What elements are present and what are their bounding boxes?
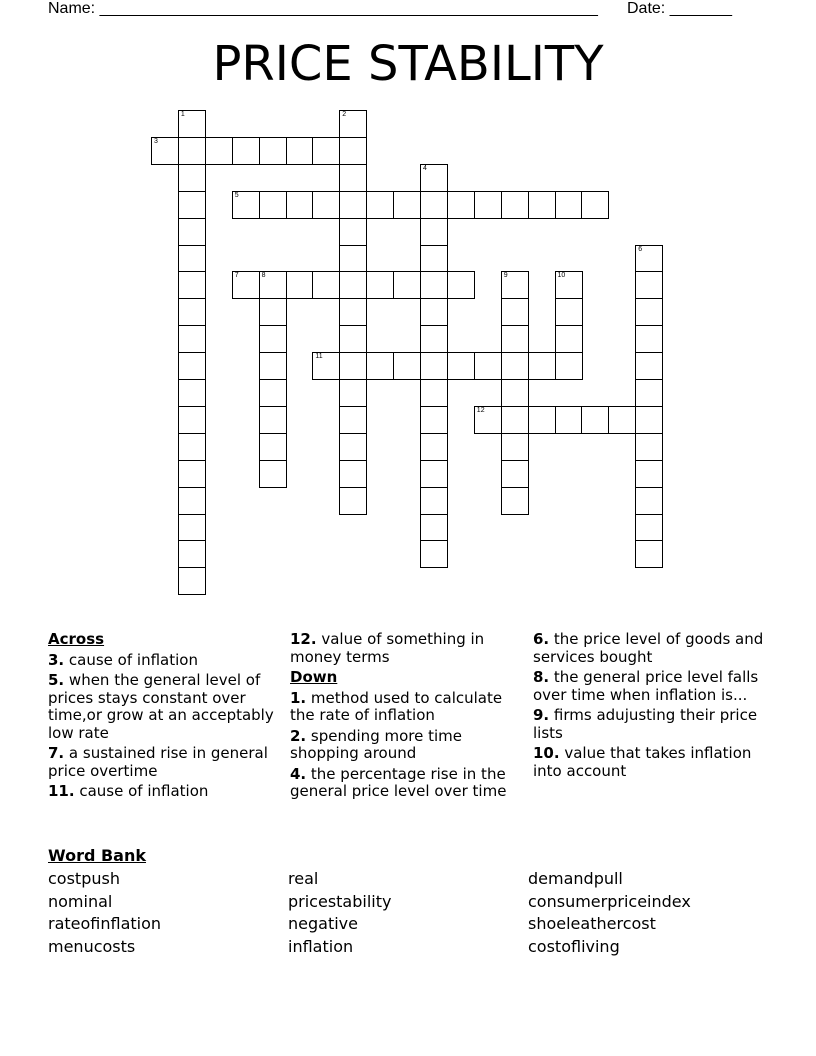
grid-cell[interactable] — [555, 298, 583, 326]
clue-number: 5. — [48, 671, 65, 689]
grid-cell[interactable] — [420, 245, 448, 273]
grid-cell[interactable] — [178, 352, 206, 380]
cell-number: 2 — [342, 111, 347, 118]
cell-number: 12 — [476, 406, 485, 414]
grid-cell[interactable] — [178, 487, 206, 515]
across-clue-3 — [48, 652, 276, 670]
clues-column-2 — [290, 631, 528, 804]
grid-cell[interactable] — [178, 514, 206, 542]
clue-text: method used to calculate the rate of inflation — [290, 688, 503, 724]
cell-number: 5 — [234, 191, 239, 199]
name-field-label: Name: ________________________________________________________ — [48, 0, 598, 17]
grid-cell[interactable] — [393, 352, 421, 380]
grid-cell[interactable] — [178, 460, 206, 488]
cell-number: 8 — [261, 272, 266, 280]
grid-cell[interactable] — [312, 271, 340, 299]
grid-cell[interactable] — [420, 406, 448, 434]
grid-cell[interactable] — [501, 433, 529, 461]
grid-cell[interactable] — [581, 406, 609, 434]
grid-cell[interactable] — [555, 325, 583, 353]
grid-cell[interactable] — [555, 271, 583, 299]
grid-cell[interactable] — [501, 352, 529, 380]
grid-cell[interactable] — [528, 406, 556, 434]
grid-cell[interactable] — [501, 298, 529, 326]
grid-cell[interactable] — [501, 325, 529, 353]
clue-text: value that takes inflation into account — [533, 744, 752, 780]
down-clue-4 — [290, 766, 528, 801]
grid-cell[interactable] — [232, 191, 260, 219]
clue-text: the percentage rise in the general price level over time — [290, 764, 507, 800]
grid-cell[interactable] — [581, 191, 609, 219]
grid-cell[interactable] — [635, 245, 663, 273]
word-bank-word: rateofinflation — [48, 914, 162, 933]
grid-cell[interactable] — [366, 352, 394, 380]
grid-cell[interactable] — [393, 271, 421, 299]
clue-text: when the general level of prices stays constant over time,or grow at an acceptably low rate — [48, 671, 274, 742]
grid-cell[interactable] — [259, 137, 287, 165]
grid-cell[interactable] — [420, 379, 448, 407]
clue-number: 11. — [48, 782, 75, 800]
grid-cell[interactable] — [339, 460, 367, 488]
grid-cell[interactable] — [635, 298, 663, 326]
clues-column-1 — [48, 631, 276, 804]
grid-cell[interactable] — [178, 137, 206, 165]
down-clue-10 — [533, 745, 771, 780]
grid-cell[interactable] — [420, 540, 448, 568]
clue-text: the price level of goods and services bought — [533, 630, 764, 666]
grid-cell[interactable] — [555, 406, 583, 434]
grid-cell[interactable] — [608, 406, 636, 434]
grid-cell[interactable] — [635, 271, 663, 299]
grid-cell[interactable] — [259, 352, 287, 380]
cell-number: 1 — [180, 111, 185, 118]
word-bank-word: costpush — [48, 869, 120, 888]
grid-cell[interactable] — [420, 218, 448, 246]
grid-cell[interactable] — [447, 191, 475, 219]
grid-cell[interactable] — [420, 271, 448, 299]
clue-text: value of something in money terms — [290, 630, 485, 666]
clues-column-3 — [533, 631, 771, 783]
grid-cell[interactable] — [474, 406, 502, 434]
grid-cell[interactable] — [501, 406, 529, 434]
down-clue-1 — [290, 690, 528, 725]
grid-cell[interactable] — [339, 271, 367, 299]
grid-cell[interactable] — [178, 379, 206, 407]
page-title: PRICE STABILITY — [212, 36, 604, 92]
grid-cell[interactable] — [339, 137, 367, 165]
word-bank-word: inflation — [288, 937, 354, 956]
grid-cell[interactable] — [635, 406, 663, 434]
down-clue-2 — [290, 728, 528, 763]
clue-text: a sustained rise in general price overtime — [48, 744, 268, 780]
grid-cell[interactable] — [178, 271, 206, 299]
word-bank-word: demandpull — [528, 869, 623, 888]
grid-cell[interactable] — [178, 245, 206, 273]
grid-cell[interactable] — [232, 271, 260, 299]
grid-cell[interactable] — [366, 191, 394, 219]
across-heading: Across — [48, 630, 105, 648]
grid-cell[interactable] — [393, 191, 421, 219]
grid-cell[interactable] — [232, 137, 260, 165]
grid-cell[interactable] — [178, 298, 206, 326]
grid-cell[interactable] — [474, 191, 502, 219]
grid-cell[interactable] — [178, 567, 206, 595]
clue-number: 7. — [48, 744, 65, 762]
grid-cell[interactable] — [635, 514, 663, 542]
grid-cell[interactable] — [339, 352, 367, 380]
down-heading: Down — [290, 668, 338, 686]
grid-cell[interactable] — [339, 487, 367, 515]
grid-cell[interactable] — [635, 540, 663, 568]
grid-cell[interactable] — [447, 271, 475, 299]
across-clue-5 — [48, 672, 276, 742]
grid-cell[interactable] — [501, 487, 529, 515]
grid-cell[interactable] — [259, 406, 287, 434]
grid-cell[interactable] — [420, 325, 448, 353]
grid-cell[interactable] — [366, 271, 394, 299]
grid-cell[interactable] — [339, 164, 367, 192]
grid-cell[interactable] — [339, 110, 367, 138]
grid-cell[interactable] — [312, 137, 340, 165]
word-bank-word: real — [288, 869, 319, 888]
grid-cell[interactable] — [555, 191, 583, 219]
grid-cell[interactable] — [635, 433, 663, 461]
grid-cell[interactable] — [635, 460, 663, 488]
grid-cell[interactable] — [420, 352, 448, 380]
grid-cell[interactable] — [339, 379, 367, 407]
grid-cell[interactable] — [259, 325, 287, 353]
cell-number: 9 — [503, 272, 508, 280]
clue-number: 9. — [533, 706, 550, 724]
grid-cell[interactable] — [178, 110, 206, 138]
grid-cell[interactable] — [528, 191, 556, 219]
grid-cell[interactable] — [420, 433, 448, 461]
cell-number: 3 — [154, 137, 158, 145]
grid-cell[interactable] — [151, 137, 179, 165]
grid-cell[interactable] — [501, 379, 529, 407]
cell-number: 6 — [638, 245, 643, 253]
grid-cell[interactable] — [420, 460, 448, 488]
grid-cell[interactable] — [339, 325, 367, 353]
grid-cell[interactable] — [312, 352, 340, 380]
grid-cell[interactable] — [501, 191, 529, 219]
grid-cell[interactable] — [420, 487, 448, 515]
clue-text: cause of inflation — [79, 782, 209, 800]
word-bank-word: menucosts — [48, 937, 136, 956]
grid-cell[interactable] — [635, 325, 663, 353]
word-bank-word: negative — [288, 914, 358, 933]
clue-number: 3. — [48, 650, 65, 669]
grid-cell[interactable] — [259, 433, 287, 461]
grid-cell[interactable] — [259, 298, 287, 326]
grid-cell[interactable] — [635, 352, 663, 380]
down-clue-9 — [533, 707, 771, 742]
grid-cell[interactable] — [339, 433, 367, 461]
grid-cell[interactable] — [420, 191, 448, 219]
clue-number: 2. — [290, 726, 307, 745]
grid-cell[interactable] — [178, 164, 206, 192]
grid-cell[interactable] — [635, 379, 663, 407]
grid-cell[interactable] — [286, 271, 314, 299]
clue-text: the general price level falls over time when inflation is... — [533, 668, 759, 704]
grid-cell[interactable] — [178, 191, 206, 219]
grid-cell[interactable] — [339, 191, 367, 219]
across-clue-12 — [290, 631, 528, 666]
clue-number: 6. — [533, 630, 550, 648]
grid-cell[interactable] — [178, 406, 206, 434]
grid-cell[interactable] — [420, 514, 448, 542]
grid-cell[interactable] — [339, 406, 367, 434]
grid-cell[interactable] — [339, 218, 367, 246]
grid-cell[interactable] — [178, 325, 206, 353]
clue-number: 10. — [533, 744, 560, 762]
clue-text: spending more time shopping around — [290, 726, 462, 762]
clue-number: 1. — [290, 688, 307, 707]
down-clue-8 — [533, 669, 771, 704]
clue-number: 4. — [290, 764, 307, 783]
date-field-label: Date: _______ — [627, 0, 732, 17]
grid-cell[interactable] — [501, 460, 529, 488]
grid-cell[interactable] — [259, 191, 287, 219]
grid-cell[interactable] — [178, 433, 206, 461]
cell-number: 11 — [315, 353, 323, 361]
clue-number: 8. — [533, 668, 550, 686]
grid-cell[interactable] — [447, 352, 475, 380]
down-clue-6 — [533, 631, 771, 666]
word-bank-word: shoeleathercost — [528, 914, 656, 933]
grid-cell[interactable] — [286, 191, 314, 219]
grid-cell[interactable] — [259, 460, 287, 488]
cell-number: 4 — [423, 164, 427, 172]
grid-cell[interactable] — [474, 352, 502, 380]
word-bank-word: pricestability — [288, 892, 392, 911]
word-bank-heading: Word Bank — [48, 846, 147, 865]
grid-cell[interactable] — [420, 164, 448, 192]
across-clue-11 — [48, 783, 276, 801]
grid-cell[interactable] — [420, 298, 448, 326]
grid-cell[interactable] — [312, 191, 340, 219]
grid-cell[interactable] — [205, 137, 233, 165]
word-bank-word: consumerpriceindex — [528, 892, 691, 911]
clue-number: 12. — [290, 630, 317, 648]
grid-cell[interactable] — [178, 540, 206, 568]
word-bank-word: costofliving — [528, 937, 620, 956]
grid-cell[interactable] — [339, 245, 367, 273]
across-clue-7 — [48, 745, 276, 780]
clue-text: cause of inflation — [68, 650, 198, 669]
cell-number: 7 — [234, 272, 239, 280]
grid-cell[interactable] — [286, 137, 314, 165]
cell-number: 10 — [557, 272, 566, 280]
grid-cell[interactable] — [555, 352, 583, 380]
grid-cell[interactable] — [501, 271, 529, 299]
clue-text: firms adujusting their price lists — [533, 706, 758, 742]
grid-cell[interactable] — [178, 218, 206, 246]
word-bank-word: nominal — [48, 892, 113, 911]
grid-cell[interactable] — [259, 271, 287, 299]
grid-cell[interactable] — [339, 298, 367, 326]
grid-cell[interactable] — [259, 379, 287, 407]
grid-cell[interactable] — [635, 487, 663, 515]
grid-cell[interactable] — [528, 352, 556, 380]
